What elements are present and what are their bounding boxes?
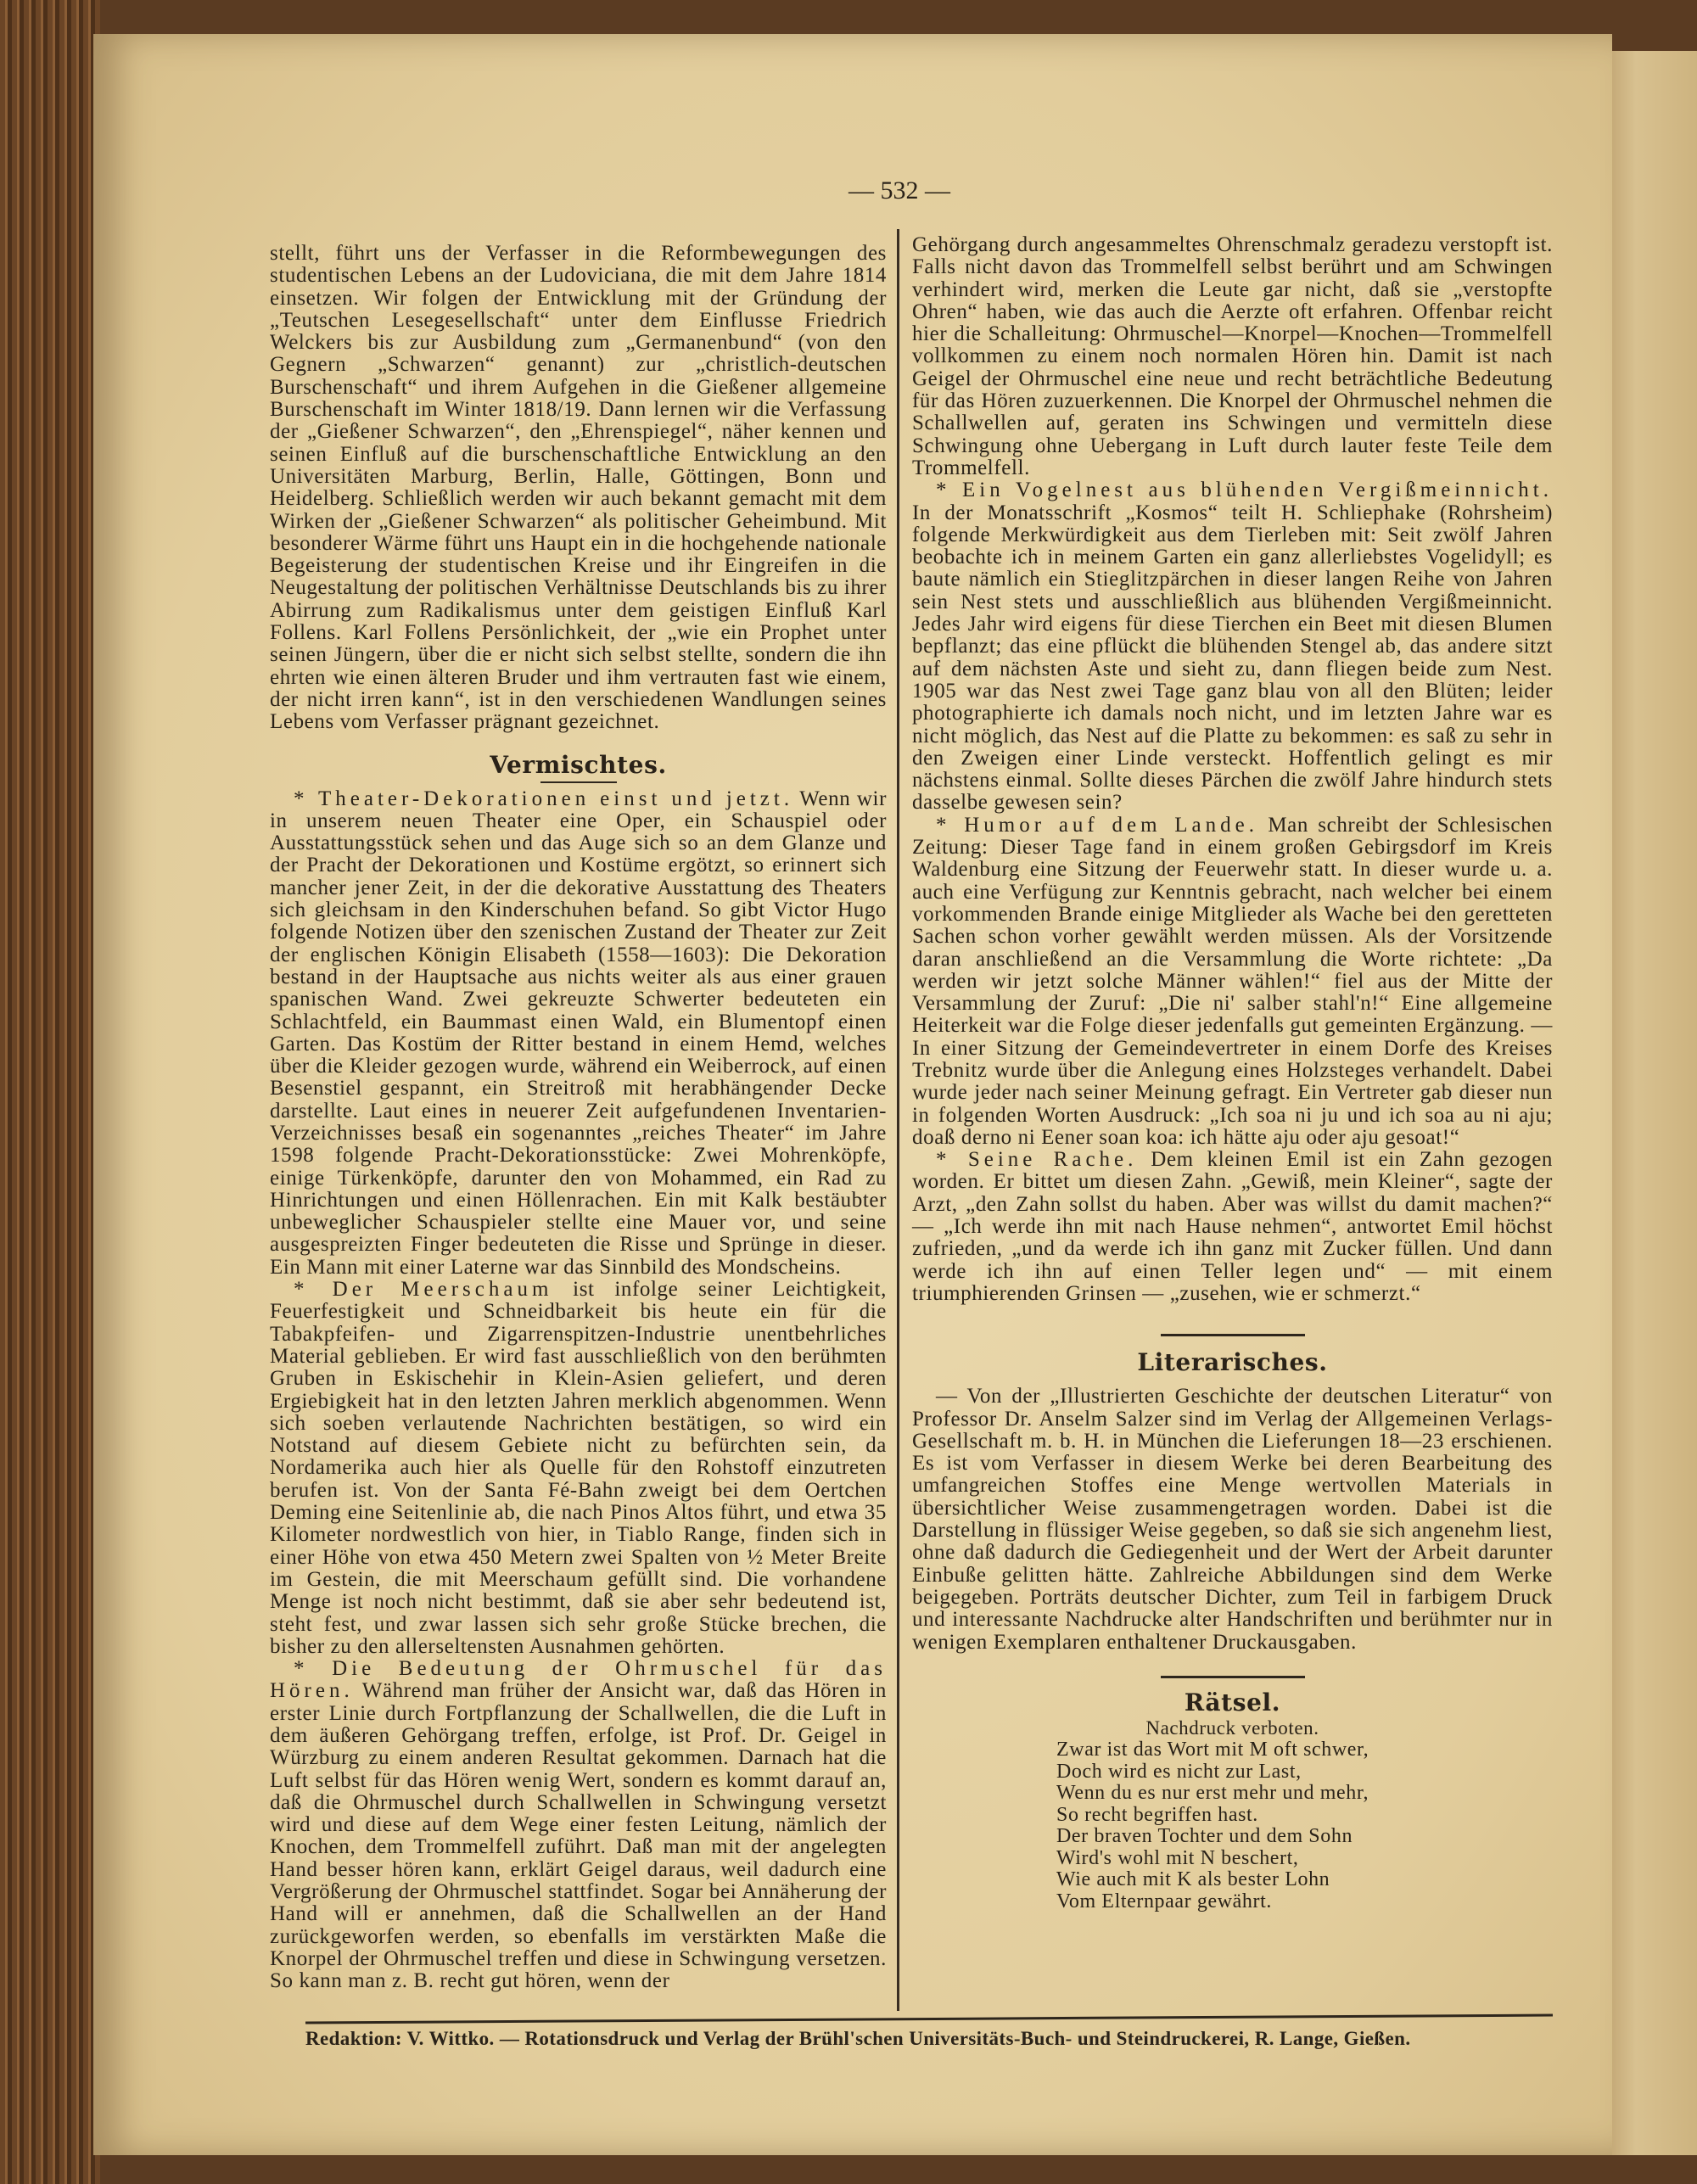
poem-line: So recht begriffen hast. [1056, 1803, 1258, 1826]
article-theater [270, 788, 887, 1280]
left-column [270, 243, 887, 1993]
book-review-continuation: stellt, führt uns der Verfasser in die Reformbewegungen des studentischen Lebens an der Ludoviciana, die mit dem Jahre 1814 einsetzen. Wir folgen der Entwicklung mit der Gründung der „Teutschen Lesegesellschaft“ unter dem Einflusse Friedrich Welckers bis zur Ausbildung zum „Germanenbund“ (von den Gegnern „Schwarzen“ genannt) zur „christlich-deutschen Burschenschaft“ und ihrem Aufgehen in die Gießener allgemeine Burschenschaft im Winter 1818/19. Dann lernen wir die Verfassung der „Gießener Schwarzen“, den „Ehrenspiegel“, näher kennen und seinen Einfluß auf die burschenschaftliche Entwicklung an den Universitäten Marburg, Berlin, Halle, Göttingen, Bonn und Heidelberg. Schließlich werden wir auch bekannt gemacht mit dem Wirken der „Gießener Schwarzen“ als politischer Geheimbund. Mit besonderer Wärme führt uns Haupt ein in die hochgehende nationale Begeisterung der studentischen Kreise und ihr Eingreifen in die Neugestaltung der politischen Verhältnisse Deutschlands bis zu ihrer Abirrung zum Radikalismus unter dem geistigen Einfluß Karl Follens. Karl Follens Persönlichkeit, der „wie ein Prophet unter seinen Jüngern, über die er nicht sich selbst stellte, sondern die ihn ehrten wie einen älteren Bruder und ihm vertrauten fast wie einem, der nicht irren kann“, ist in den verschiedenen Wandlungen seines Lebens vom Verfasser prägnant gezeichnet. [270, 242, 887, 734]
page-number: — 532 — [848, 176, 950, 204]
article-body: Man schreibt der Schlesischen Zeitung: Dieser Tage fand in einem großen Gebirgsdorf im Kreis Waldenburg eine Sitzung der Feuerwehr statt. In dieser wurde u. a. auch eine Verfügung zur Kenntnis gebracht, nach welcher bei einem vorkommenden Brande einige Mitglieder als Wache bei den geretteten Sachen schon vorher gewählt werden müssen. Als der Vorsitzende daran anschließend an die Versammlung die Worte richtete: „Da werden wir jetzt solche Männer wählen!“ fiel aus der Mitte der Versammlung der Zuruf: „Die ni' salber stahl'n!“ Eine allgemeine Heiterkeit war die Folge dieser jedenfalls gut gemeinten Ergänzung. — In einer Sitzung der Gemeindevertreter in einem Dorfe des Kreises Trebnitz wurde über die Anlegung eines Holzsteges verhandelt. Dabei wurde jeder nach seiner Meinung gefragt. Ein Vertreter gab dieser nun in folgenden Worten Ausdruck: „Ich soa ni ju und ich soa au ni aju; doaß derno ni Eener soan koa: ich hätte aju oder aju gesoat!“ [912, 813, 1553, 1149]
poem-line: Vom Elternpaar gewährt. [1056, 1890, 1272, 1912]
section-heading-raetsel: Rätsel. [1184, 1688, 1281, 1716]
article-rache [912, 1149, 1553, 1305]
article-title: * Der Meerschaum [294, 1278, 553, 1302]
article-body: ist infolge seiner Leichtigkeit, Feuerfestigkeit und Schneidbarkeit bis heute ein für die Tabakpfeifen- und Zigarrenspitzen-Industrie unentbehrliches Material geblieben. Er wird fast ausschließlich von den berühmten Gruben in Eskischehir in Klein-Asien geliefert, und deren Ergiebigkeit hat in den letzten Jahren merklich abgenommen. Wenn sich soeben verlautende Nachrichten bestätigen, so wird ein Notstand auf diesem Gebiete nicht zu befürchten sein, da Nordamerika auch hier als Quelle für den Rohstoff einzutreten berufen ist. Von der Santa Fé-Bahn zweigt bei dem Oertchen Deming eine Seitenlinie ab, die nach Pinos Altos führt, und etwa 35 Kilometer nordwestlich von hier, in Tiablo Range, finden sich in einer Höhe von etwa 450 Metern zwei Spalten von ½ Meter Breite im Gestein, die mit Meerschaum gefüllt sind. Die vorhandene Menge ist noch nicht bestimmt, daß sie aber sehr bedeutend ist, steht fest, und zwar lassen sich sehr große Stücke brechen, die bisher zu den allerseltensten Ausnahmen gehörten. [270, 1278, 887, 1658]
article-meerschaum [270, 1279, 887, 1658]
article-title: * Die Bedeutung der Ohrmuschel für das Hören. [270, 1657, 887, 1703]
poem-line: Zwar ist das Wort mit M oft schwer, [1056, 1739, 1369, 1761]
article-title: * Ein Vogelnest aus blühenden Vergißmeinnicht. [936, 479, 1553, 502]
poem-line: Wie auch mit K als bester Lohn [1056, 1868, 1330, 1891]
article-title: * Humor auf dem Lande. [936, 813, 1258, 837]
article-body: Während man früher der Ansicht war, daß das Hören in erster Linie durch Fortpflanzung der Schallwellen, die die Luft in dem äußeren Gehörgang treffen, erfolge, ist Prof. Dr. Geigel in Würzburg zu einem anderen Resultat gekommen. Darnach hat die Luft selbst für das Hören wenig Wert, sondern es kommt darauf an, daß die Ohrmuschel durch Schallwellen in Schwingung versetzt wird und diese auf dem Wege einer festen Leitung, nämlich der Knochen, dem Trommelfell zuführt. Daß man mit der angelegten Hand besser hören kann, erklärt Geigel daraus, weil dadurch eine Vergrößerung der Ohrmuschel stattfindet. Sogar bei Annäherung der Hand will er annehmen, daß die Schallwellen an der Hand zurückgeworfen werden, so ebenfalls im verstärkten Maße die Knorpel der Ohrmuschel treffen und diese in Schwingung versetzen. So kann man z. B. recht gut hören, wenn der [270, 1679, 887, 1993]
section-heading-literarisches: Literarisches. [1137, 1348, 1328, 1377]
article-title: * Seine Rache. [936, 1148, 1138, 1172]
section-heading-vermischtes: Vermischtes. [490, 750, 667, 779]
poem-line: Wird's wohl mit N beschert, [1056, 1846, 1299, 1869]
article-ohrmuschel-continuation: Gehörgang durch angesammeltes Ohrenschmalz geradezu verstopft ist. Falls nicht davon das Trommelfell selbst berührt und am Schwingen verhindert wird, merken die Leute gar nicht, daß sie „verstopfte Ohren“ haben, wie das auch die Aerzte oft erfahren. Offenbar reicht hier die Schalleitung: Ohrmuschel—Knorpel—Knochen—Trommelfell vollkommen zu einem noch normalen Hören hin. Damit ist nach Geigel der Ohrmuschel eine neue und recht beträchtliche Bedeutung für das Hören zuzuerkennen. Die Knorpel der Ohrmuschel nehmen die Schallwellen auf, geraten ins Schwingen und vermitteln diese Schwingung ohne Uebergang in Luft durch lauter feste Teile dem Trommelfell. [912, 233, 1553, 479]
article-humor [912, 815, 1553, 1149]
article-ohrmuschel [270, 1658, 887, 1992]
literary-notice: — Von der „Illustrierten Geschichte der deutschen Literatur“ von Professor Dr. Anselm Salzer sind im Verlag der Allgemeinen Verlags-Gesellschaft m. b. H. in München die Lieferungen 18—23 erschienen. Es ist vom Verfasser in diesem Werke bei deren Bearbeitung des umfangreichen Stoffes eine Menge wertvollen Materials in übersichtlicher Weise zusammengetragen worden. Dabei ist die Darstellung in flüssiger Weise gegeben, so daß sie sich angenehm liest, ohne daß dadurch die Gediegenheit und der Wert der Arbeit darunter Einbuße gelitten hätte. Zahlreiche Abbildungen sind dem Werke beigegeben. Porträts deutscher Dichter, zum Teil in farbigem Druck und interessante Nachdrucke alter Handschriften und berühmter nur in wenigen Exemplaren enthaltener Druckausgaben. [912, 1385, 1553, 1654]
article-body: Dem kleinen Emil ist ein Zahn gezogen worden. Er bittet um diesen Zahn. „Gewiß, mein Kleiner“, sagte der Arzt, „den Zahn sollst du haben. Aber was willst du damit machen?“ — „Ich werde ihn mit nach Hause nehmen“, antwortet Emil höchst zufrieden, „und da werde ich ihn ganz mit Zucker füllen. Und dann werde ich ihn auf einen Teller legen und“ — mit einem triumphierenden Grinsen — „zusehen, wie er schmerzt.“ [912, 1148, 1553, 1305]
article-vogelnest [912, 479, 1553, 814]
book-spine-edge [0, 0, 100, 2184]
heading-rule [540, 781, 617, 783]
article-body: In der Monatsschrift „Kosmos“ teilt H. Schliephake (Rohrsheim) folgende Merkwürdigkeit aus dem Tierleben mit: Seit zwölf Jahren beobachte ich in meinem Garten ein ganz allerliebstes Vogelidyll; es baute nämlich ein Stieglitzpärchen in dieser langen Reihe von Jahren sein Nest stets und ausschließlich aus blühenden Vergißmeinnicht. Jedes Jahr wird eigens für diese Tierchen ein Beet mit diesen Blumen bepflanzt; das eine pflückt die blühenden Stengel ab, das andere sitzt auf dem nächsten Aste und sieht zu, dann fliegen beide zum Nest. 1905 war das Nest zwei Tage ganz blau von all den Blüten; leider photographierte ich damals noch nicht, und im letzten Jahre war es nicht möglich, das Nest auf die Platte zu bekommen: es saß zu sehr in den Zweigen einer Linde versteckt. Hoffentlich gelingt es mir nächstens einmal. Sollte dieses Pärchen die zwölf Jahre hindurch stets dasselbe gewesen sein? [912, 501, 1553, 815]
poem-line: Wenn du es nur erst mehr und mehr, [1056, 1782, 1369, 1805]
riddle-note: Nachdruck verboten. [1145, 1716, 1319, 1739]
poem-line: Der braven Tochter und dem Sohn [1056, 1825, 1353, 1848]
section-rule [1161, 1334, 1305, 1336]
right-column [912, 234, 1553, 1912]
imprint-footer: Redaktion: V. Wittko. — Rotationsdruck und Verlag der Brühl'schen Universitäts-Buch- und Steindruckerei, R. Lange, Gießen. [305, 2028, 1411, 2049]
section-rule [1161, 1676, 1305, 1678]
article-body: Wenn wir in unserem neuen Theater eine Oper, ein Schauspiel oder Ausstattungsstück sehen und das Auge sich so an dem Glanze und der Pracht der Dekorationen und Kostüme ergötzt, so erinnert sich mancher jener Zeit, in der die dekorative Ausstattung des Theaters sich gleichsam in den Kinderschuhen befand. So gibt Victor Hugo folgende Notizen über den szenischen Zustand der Theater zur Zeit der englischen Königin Elisabeth (1558—1603): Die Dekoration bestand in der Hauptsache aus nichts weiter als aus einer grauen spanischen Wand. Zwei gekreuzte Schwerter bedeuteten ein Schlachtfeld, ein Baummast einen Wald, ein Blumentopf einen Garten. Das Kostüm der Ritter bestand in einem Hemd, welches über die Kleider gezogen wurde, während ein Weiberrock, auf einen Besenstiel gespannt, ein Streitroß mit herabhängender Decke darstellte. Laut eines in neuerer Zeit aufgefundenen Inventarien-Verzeichnisses besaß ein sogenanntes „reiches Theater“ im Jahre 1598 folgende Pracht-Dekorationsstücke: Zwei Mohrenköpfe, einige Türkenköpfe, darunter den von Mohammed, ein Rad zu Hinrichtungen und einen Höllenrachen. Ein mit Kalk bestäubter unbeweglicher Schauspieler stellte eine Mauer vor, und seine ausgespreizten Finger bedeuteten die Risse und Sprünge in dieser. Ein Mann mit einer Laterne war das Sinnbild des Mondscheins. [270, 787, 887, 1279]
article-title: * Theater-Dekorationen einst und jetzt. [294, 787, 794, 810]
riddle-poem [1056, 1739, 1553, 1912]
column-divider [897, 229, 899, 2011]
poem-line: Doch wird es nicht zur Last, [1056, 1760, 1302, 1783]
